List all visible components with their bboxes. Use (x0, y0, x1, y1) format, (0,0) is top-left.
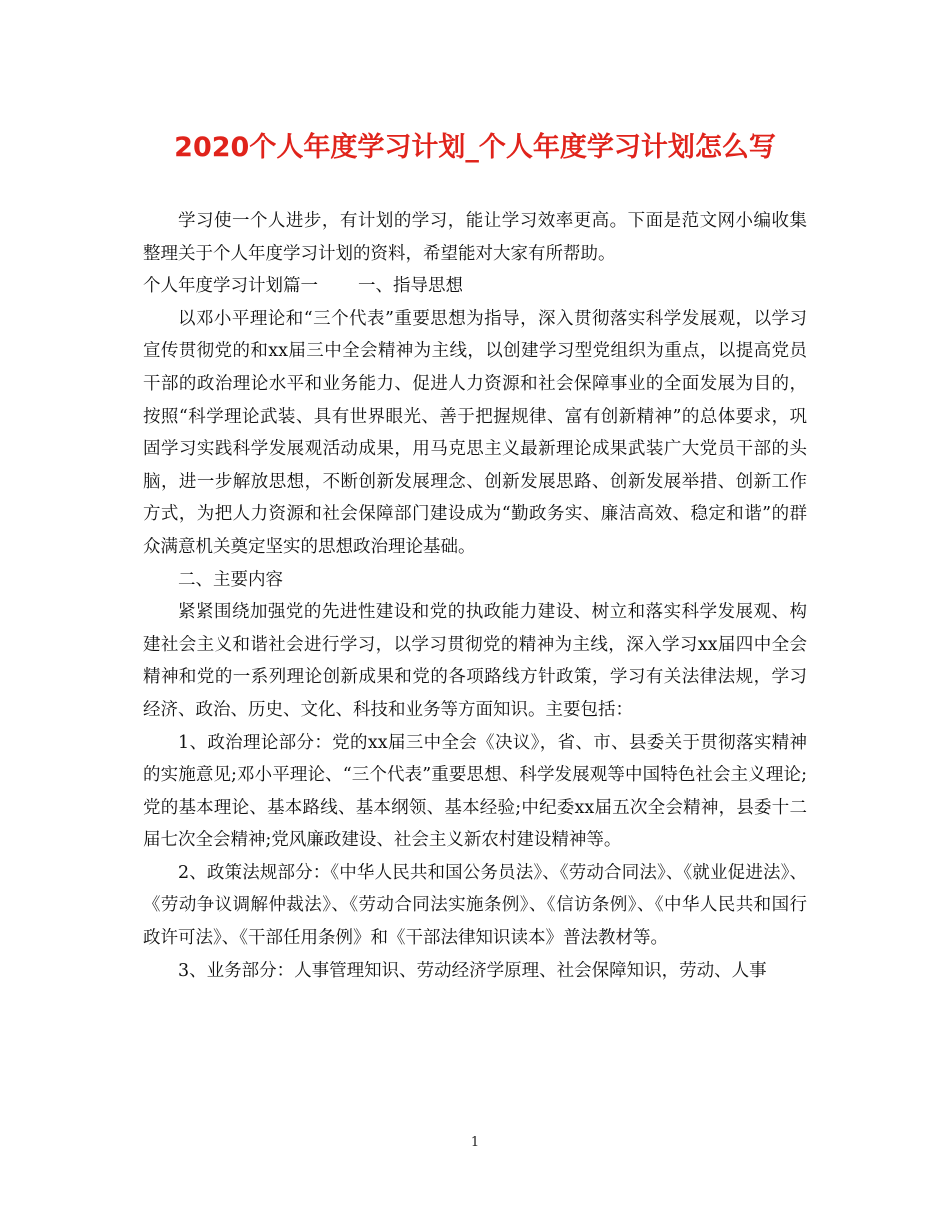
list-item-political-theory: 1、政治理论部分：党的xx届三中全会《决议》，省、市、县委关于贯彻落实精神的实施意见;邓小平理论、“三个代表”重要思想、科学发展观等中国特色社会主义理论;党的基本理论、基本路线、基本纲领、基本经验;中纪委xx届五次全会精神，县委十二届七次全会精神;党风廉政建设、社会主义新农村建设精神等。 (143, 732, 807, 851)
section-heading (143, 270, 807, 303)
intro-paragraph: 学习使一个人进步，有计划的学习，能让学习效率更高。下面是范文网小编收集整理关于个人年度学习计划的资料，希望能对大家有所帮助。 (143, 211, 807, 264)
document-title: 2020个人年度学习计划_个人年度学习计划怎么写 (174, 132, 776, 163)
document-body (143, 205, 807, 987)
list-item-policy-regulations: 2、政策法规部分：《中华人民共和国公务员法》、《劳动合同法》、《就业促进法》、《劳动争议调解仲裁法》、《劳动合同法实施条例》、《信访条例》、《中华人民共和国行政许可法》、《干部任用条例》和《干部法律知识读本》普法教材等。 (143, 862, 807, 949)
guiding-ideology-paragraph: 以邓小平理论和“三个代表”重要思想为指导，深入贯彻落实科学发展观，以学习宣传贯彻党的和xx届三中全会精神为主线，以创建学习型党组织为重点，以提高党员干部的政治理论水平和业务能力、促进人力资源和社会保障事业的全面发展为目的，按照“科学理论武装、具有世界眼光、善于把握规律、富有创新精神”的总体要求，巩固学习实践科学发展观活动成果，用马克思主义最新理论成果武装广大党员干部的头脑，进一步解放思想，不断创新发展理念、创新发展思路、创新发展举措、创新工作方式，为把人力资源和社会保障部门建设成为“勤政务实、廉洁高效、稳定和谐”的群众满意机关奠定坚实的思想政治理论基础。 (143, 308, 807, 557)
section-heading-article: 个人年度学习计划篇一 (143, 276, 318, 297)
list-item-business: 3、业务部分：人事管理知识、劳动经济学原理、社会保障知识，劳动、人事 (178, 960, 767, 981)
main-content-paragraph: 紧紧围绕加强党的先进性建设和党的执政能力建设、树立和落实科学发展观、构建社会主义和谐社会进行学习，以学习贯彻党的精神为主线，深入学习xx届四中全会精神和党的一系列理论创新成果和党的各项路线方针政策，学习有关法律法规，学习经济、政治、历史、文化、科技和业务等方面知识。主要包括： (143, 602, 807, 720)
page-number: 1 (470, 1135, 480, 1150)
main-content-heading: 二、主要内容 (178, 569, 283, 590)
section-heading-subtitle: 一、指导思想 (358, 276, 463, 297)
